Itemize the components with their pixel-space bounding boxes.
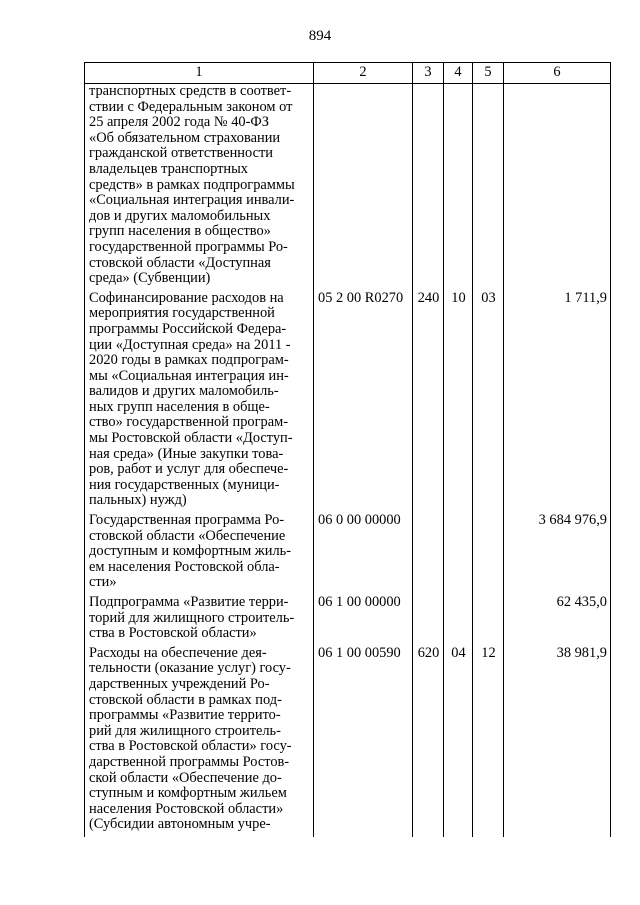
description-line: торий для жилищного строитель- <box>89 609 295 626</box>
column-header: 1 <box>85 63 314 84</box>
page-number: 894 <box>308 28 332 44</box>
table-row <box>85 513 611 595</box>
subsection-code: 12 <box>473 646 504 837</box>
target-article-code: 06 1 00 00590 <box>314 646 413 837</box>
target-article-code: 06 1 00 00000 <box>314 595 413 646</box>
description-line: 25 апреля 2002 года № 40-ФЗ <box>89 114 269 131</box>
section-code <box>444 513 473 595</box>
column-header: 5 <box>473 63 504 84</box>
table-row <box>85 595 611 646</box>
description-line: государственной программы Ро- <box>89 238 288 255</box>
target-article-code: 06 0 00 00000 <box>314 513 413 595</box>
section-code <box>444 595 473 646</box>
subsection-code <box>473 595 504 646</box>
column-header: 3 <box>413 63 444 84</box>
description-line: 2020 годы в рамках подпрограм- <box>89 352 289 369</box>
description-line: стовской области «Доступная <box>89 254 271 271</box>
description-line: программы «Развитие террито- <box>89 707 281 724</box>
description-line: Софинансирование расходов на <box>89 289 284 306</box>
description-line: программы Российской Федера- <box>89 320 287 337</box>
amount-value: 1 711,9 <box>504 291 611 513</box>
description-line: средств» в рамках подпрограммы <box>89 176 295 193</box>
description-line: дарственной программы Ростов- <box>89 753 290 770</box>
description-line: транспортных средств в соответ- <box>89 83 292 99</box>
description-line: населения Ростовской области» <box>89 800 284 817</box>
row-description <box>85 84 314 291</box>
description-line: рий для жилищного строитель- <box>89 722 281 739</box>
description-line: пальных) нужд) <box>89 492 187 509</box>
section-code <box>444 84 473 291</box>
description-line: дов и других маломобильных <box>89 207 271 224</box>
description-line: дарственных учреждений Ро- <box>89 675 270 692</box>
expense-type-code: 240 <box>413 291 444 513</box>
description-line: тельности (оказание услуг) госу- <box>89 660 291 677</box>
description-line: стовской области в рамках под- <box>89 691 282 708</box>
table-row <box>85 646 611 837</box>
expense-type-code: 620 <box>413 646 444 837</box>
description-line: ции «Доступная среда» на 2011 - <box>89 336 291 353</box>
description-line: мы «Социальная интеграция ин- <box>89 367 289 384</box>
table-body <box>85 84 611 837</box>
description-line: ная среда» (Иные закупки това- <box>89 445 284 462</box>
table-header-row <box>85 63 611 84</box>
subsection-code <box>473 84 504 291</box>
description-line: ствии с Федеральным законом от <box>89 98 293 115</box>
description-line: среда» (Субвенции) <box>89 270 211 287</box>
description-line: мы Ростовской области «Доступ- <box>89 430 293 447</box>
description-line: ство» государственной програм- <box>89 414 288 431</box>
description-line: сти» <box>89 574 117 591</box>
subsection-code <box>473 513 504 595</box>
section-code: 10 <box>444 291 473 513</box>
description-line: групп населения в общество» <box>89 223 271 240</box>
description-line: доступным и комфортным жиль- <box>89 543 291 560</box>
row-description <box>85 595 314 646</box>
column-header: 6 <box>504 63 611 84</box>
expense-type-code <box>413 595 444 646</box>
description-line: стовской области «Обеспечение <box>89 527 286 544</box>
row-description <box>85 646 314 837</box>
amount-value: 38 981,9 <box>504 646 611 837</box>
table-row <box>85 84 611 291</box>
budget-table <box>84 62 611 837</box>
description-line: (Субсидии автономным учре- <box>89 816 271 833</box>
description-line: Государственная программа Ро- <box>89 512 285 529</box>
column-header: 2 <box>314 63 413 84</box>
description-line: ния государственных (муници- <box>89 476 280 493</box>
description-line: мероприятия государственной <box>89 305 275 322</box>
expense-type-code <box>413 84 444 291</box>
amount-value: 62 435,0 <box>504 595 611 646</box>
description-line: Расходы на обеспечение дея- <box>89 644 267 661</box>
subsection-code: 03 <box>473 291 504 513</box>
description-line: ства в Ростовской области» госу- <box>89 738 292 755</box>
target-article-code: 05 2 00 R0270 <box>314 291 413 513</box>
column-header: 4 <box>444 63 473 84</box>
description-line: ров, работ и услуг для обеспече- <box>89 461 289 478</box>
description-line: ства в Ростовской области» <box>89 625 257 642</box>
description-line: «Социальная интеграция инвали- <box>89 192 295 209</box>
description-line: ступным и комфортным жильем <box>89 785 287 802</box>
section-code: 04 <box>444 646 473 837</box>
description-line: Подпрограмма «Развитие терри- <box>89 594 289 610</box>
row-description <box>85 291 314 513</box>
table-row <box>85 291 611 513</box>
row-description <box>85 513 314 595</box>
description-line: ем населения Ростовской обла- <box>89 558 280 575</box>
description-line: владельцев транспортных <box>89 160 248 177</box>
description-line: ской области «Обеспечение до- <box>89 769 282 786</box>
target-article-code <box>314 84 413 291</box>
description-line: ных групп населения в обще- <box>89 398 270 415</box>
description-line: валидов и других маломобиль- <box>89 383 279 400</box>
description-line: гражданской ответственности <box>89 145 273 162</box>
amount-value <box>504 84 611 291</box>
description-line: «Об обязательном страховании <box>89 129 281 146</box>
amount-value: 3 684 976,9 <box>504 513 611 595</box>
expense-type-code <box>413 513 444 595</box>
